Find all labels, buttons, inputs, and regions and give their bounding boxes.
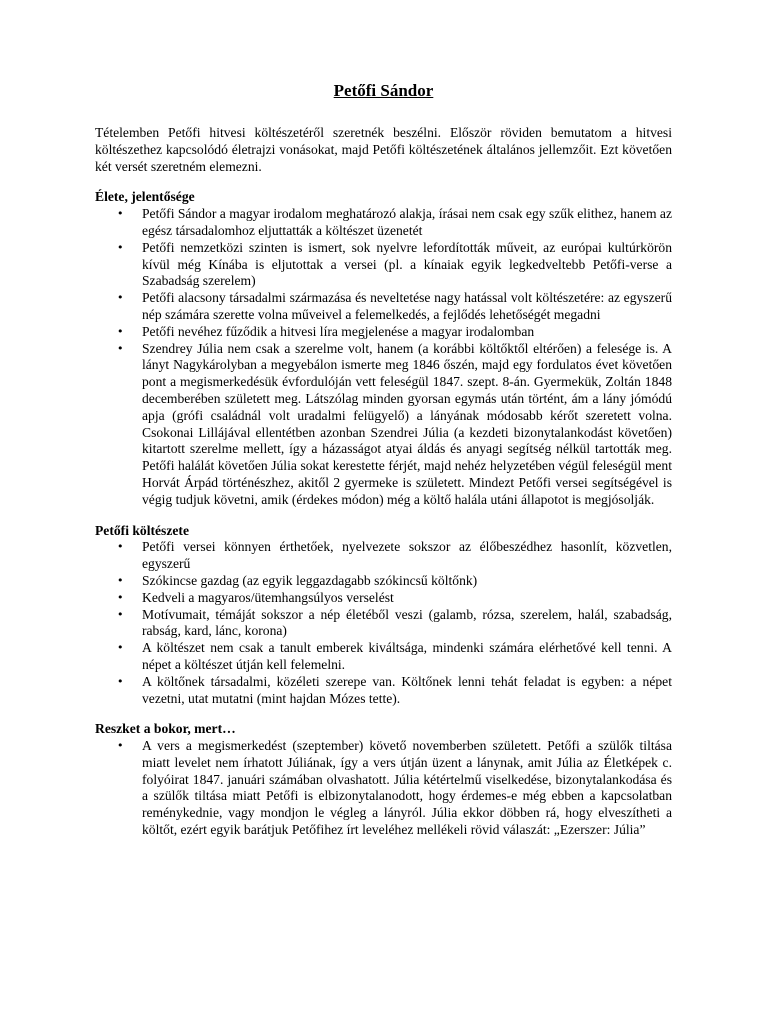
list-item-text: A költészet nem csak a tanult emberek kiváltsága, mindenki számára elérhetővé kell tenni. A népet a költészet útján kell felemelni. — [142, 640, 672, 672]
list-item-text: Szendrey Júlia nem csak a szerelme volt, hanem (a korábbi költőktől eltérően) a felesége is. A lányt Nagykárolyban a megyebálon ismerte meg 1846 őszén, majd egy fordulatos évet követően pont a megismerkedésük évfordulóján vett feleségül 1847. szept. 8-án. Gyermekük, Zoltán 1848 decemberében született meg. Látszólag minden gyorsan egymás után történt, ám a lány jómódú apja (grófi családnál volt uradalmi felügyelő) a lányának módosabb kérőt szeretett volna. Csokonai Lillájával ellentétben azonban Szendrei Júlia (a kezdeti bizonytalankodást követően) kitartott szerelme mellett, így a házasságot atyai áldás és anyagi segítség nélkül tartották meg. Petőfi halálát követően Júlia sokat kerestette férjét, majd nehéz helyzetében végül feleségül ment Horvát Árpád történészhez, akitől 2 gyermeke is született. Mindezt Petőfi versei segítségével is végig tudjuk követni, amik (érdekes módon) még a költő halála utáni állapotot is megjósolják. — [142, 340, 672, 507]
list-item — [95, 607, 672, 641]
section-heading-life: Élete, jelentősége — [95, 189, 195, 205]
list-item — [95, 290, 672, 324]
list-item — [95, 240, 672, 290]
list-item-text: Motívumait, témáját sokszor a nép életéből veszi (galamb, rózsa, szerelem, halál, szabadság, rabság, kard, lánc, korona) — [142, 606, 672, 639]
bullet-icon: • — [117, 573, 124, 587]
section-poem — [95, 721, 672, 839]
list-item-text: Petőfi nemzetközi szinten is ismert, sok nyelvre lefordították műveit, az európai kultúrkörön kívül még Kínába is eljutottak a versei (pl. a kínaiak egyik legkedveltebb Petőfi-verse a Szabadság szerelem) — [142, 239, 672, 289]
list-item — [95, 738, 672, 839]
bullet-icon: • — [117, 207, 124, 221]
section-poetry — [95, 523, 672, 708]
section-heading-poetry: Petőfi költészete — [95, 522, 189, 538]
list-item-text: A költőnek társadalmi, közéleti szerepe van. Költőnek lenni tehát feladat is egyben: a népet vezetni, utat mutatni (mint hajdan Mózes tette). — [142, 673, 672, 706]
list-item-text: Petőfi nevéhez fűződik a hitvesi líra megjelenése a magyar irodalomban — [142, 323, 535, 339]
list-item-text: Kedveli a magyaros/ütemhangsúlyos verselést — [142, 589, 394, 605]
list-item — [95, 341, 672, 509]
list-item-text: Szókincse gazdag (az egyik leggazdagabb szókincsű költőnk) — [142, 572, 478, 588]
list-item — [95, 590, 672, 607]
bullet-icon: • — [117, 240, 124, 254]
intro-paragraph: Tételemben Petőfi hitvesi költészetéről szeretnék beszélni. Először röviden bemutatom a hitvesi költészethez kapcsolódó életrajzi vonásokat, majd Petőfi költészetének általános jellemzőit. Ezt követően két versét szeretném elemezni. — [95, 125, 672, 174]
list-item — [95, 324, 672, 341]
list-item-text: A vers a megismerkedést (szeptember) követő novemberben született. Petőfi a szülők tiltása miatt levelet nem írhatott Júliának, így a vers útján üzent a lánynak, amit Júlia az Életképek c. folyóirat 1847. januári számában olvashatott. Júlia kétértelmű viselkedése, bizonytalankodása és a szülők tiltása miatt Petőfi is elbizonytalanodott, hogy érdemes-e még ebben a kapcsolatban reménykednie, vagy mondjon le végleg a lányról. Júlia ekkor döbben rá, hogy elveszítheti a költőt, ezért egyik barátjuk Petőfihez írt leveléhez mellékeli rövid válaszát: „Ezerszer: Júlia” — [142, 738, 672, 838]
bullet-icon: • — [117, 674, 124, 688]
bullet-icon: • — [117, 324, 124, 338]
document-title: Petőfi Sándor — [333, 81, 434, 100]
section-heading-poem: Reszket a bokor, mert… — [95, 721, 236, 737]
document-page — [95, 80, 672, 853]
bullet-icon: • — [117, 590, 124, 604]
list-item — [95, 206, 672, 240]
section-life — [95, 189, 672, 508]
list-item-text: Petőfi versei könnyen érthetőek, nyelvezete sokszor az élőbeszédhez hasonlít, közvetlen, egyszerű — [142, 539, 672, 572]
list-item-text: Petőfi alacsony társadalmi származása és neveltetése nagy hatással volt költészetére: az egyszerű nép számára szerette volna műveivel a felemelkedés, a fejlődés lehetőségét megadni — [142, 290, 672, 322]
bullet-icon: • — [117, 607, 124, 621]
bullet-icon: • — [117, 540, 124, 554]
list-item — [95, 640, 672, 674]
bullet-list-poetry — [95, 539, 672, 707]
bullet-icon: • — [117, 739, 124, 753]
list-item — [95, 573, 672, 590]
bullet-icon: • — [117, 341, 124, 355]
list-item-text: Petőfi Sándor a magyar irodalom meghatározó alakja, írásai nem csak egy szűk elithez, hanem az egész társadalomhoz eljuttatták a költészet üzenetét — [142, 206, 672, 238]
bullet-icon: • — [117, 641, 124, 655]
bullet-icon: • — [117, 291, 124, 305]
list-item — [95, 539, 672, 573]
bullet-list-poem — [95, 738, 672, 839]
bullet-list-life — [95, 206, 672, 508]
list-item — [95, 674, 672, 708]
